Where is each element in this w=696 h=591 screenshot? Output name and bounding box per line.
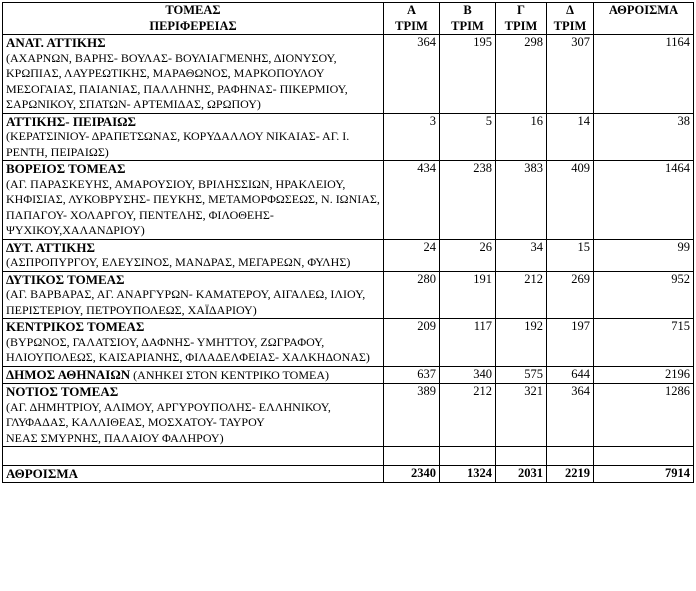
row-total-value: 38 [594, 113, 694, 161]
q2-value: 238 [440, 161, 496, 240]
region-areas: (ΚΕΡΑΤΣΙΝΙΟΥ- ΔΡΑΠΕΤΣΩΝΑΣ, ΚΟΡΥΔΑΛΛΟΥ ΝΙΚΑΙΑΣ- ΑΓ. Ι. ΡΕΝΤΗ, ΠΕΙΡΑΙΩΣ) [6, 129, 350, 159]
q3-value: 34 [496, 239, 547, 271]
q3-value: 212 [496, 271, 547, 319]
empty-row [3, 447, 694, 466]
q1-value: 24 [384, 239, 440, 271]
q2-value: 212 [440, 384, 496, 447]
region-name: ΒΟΡΕΙΟΣ ΤΟΜΕΑΣ [6, 161, 126, 176]
region-name: ΔΥΤΙΚΟΣ ΤΟΜΕΑΣ [6, 271, 125, 287]
region-areas: (ΑΣΠΡΟΠΥΡΓΟΥ, ΕΛΕΥΣΙΝΟΣ, ΜΑΝΔΡΑΣ, ΜΕΓΑΡΕΩΝ, ΦΥΛΗΣ) [6, 255, 351, 269]
empty-cell [547, 447, 594, 466]
q1-total: 2340 [384, 466, 440, 483]
empty-cell [440, 447, 496, 466]
header-q2 [440, 3, 496, 35]
totals-label: ΑΘΡΟΙΣΜΑ [3, 466, 384, 483]
q3-total: 2031 [496, 466, 547, 483]
region-areas: (ΑΧΑΡΝΩΝ, ΒΑΡΗΣ- ΒΟΥΛΑΣ- ΒΟΥΛΙΑΓΜΕΝΗΣ, ΔΙΟΝΥΣΟΥ, ΚΡΩΠΙΑΣ, ΛΑΥΡΕΩΤΙΚΗΣ, ΜΑΡΑΘΩΝΟΣ, ΜΑΡΚΟΠΟΥΛΟΥ ΜΕΣΟΓΑΙΑΣ, ΠΑΙΑΝΙΑΣ, ΠΑΛΛΗΝΗΣ, ΡΑΦΗΝΑΣ- ΠΙΚΕΡΜΙΟΥ, ΣΑΡΩΝΙΚΟΥ, ΣΠΑΤΩΝ- ΑΡΤΕΜΙΔΑΣ, ΩΡΩΠΟΥ) [6, 50, 348, 111]
regional-quarterly-table [2, 2, 694, 483]
empty-cell [3, 447, 384, 466]
header-q3-line1: Γ [517, 3, 525, 17]
q4-value: 409 [547, 161, 594, 240]
table-row [3, 113, 694, 161]
q1-value: 280 [384, 271, 440, 319]
region-name: ΝΟΤΙΟΣ ΤΟΜΕΑΣ [6, 384, 119, 399]
region-name: ΚΕΝΤΡΙΚΟΣ ΤΟΜΕΑΣ [6, 319, 145, 334]
q1-value: 209 [384, 319, 440, 367]
header-sector-line1: ΤΟΜΕΑΣ [165, 3, 221, 17]
row-total-value: 1286 [594, 384, 694, 447]
q3-value: 298 [496, 35, 547, 114]
row-total-value: 2196 [594, 366, 694, 384]
region-note: (ΑΝΗΚΕΙ ΣΤΟΝ ΚΕΝΤΡΙΚΟ ΤΟΜΕΑ) [130, 367, 329, 382]
region-cell [3, 161, 384, 240]
empty-cell [384, 447, 440, 466]
q4-value: 15 [547, 239, 594, 271]
header-total-label: ΑΘΡΟΙΣΜΑ [608, 3, 679, 17]
table-row [3, 161, 694, 240]
q2-total: 1324 [440, 466, 496, 483]
q3-value: 321 [496, 384, 547, 447]
header-q4-line2: ΤΡΙΜ [553, 18, 587, 33]
empty-cell [496, 447, 547, 466]
table-row-athens [3, 366, 694, 384]
header-q4 [547, 3, 594, 35]
header-q2-line2: ΤΡΙΜ [451, 18, 484, 33]
row-total-value: 1164 [594, 35, 694, 114]
header-q3 [496, 3, 547, 35]
region-cell [3, 113, 384, 161]
q1-value: 3 [384, 113, 440, 161]
region-cell [3, 271, 384, 319]
region-cell [3, 239, 384, 271]
q3-value: 575 [496, 366, 547, 384]
q3-value: 383 [496, 161, 547, 240]
region-areas: (ΑΓ. ΠΑΡΑΣΚΕΥΗΣ, ΑΜΑΡΟΥΣΙΟΥ, ΒΡΙΛΗΣΣΙΩΝ, ΗΡΑΚΛΕΙΟΥ, ΚΗΦΙΣΙΑΣ, ΛΥΚΟΒΡΥΣΗΣ- ΠΕΥΚΗΣ, ΜΕΤΑΜΟΡΦΩΣΕΩΣ, Ν. ΙΩΝΙΑΣ, ΠΑΠΑΓΟΥ- ΧΟΛΑΡΓΟΥ, ΠΕΝΤΕΛΗΣ, ΦΙΛΟΘΕΗΣ- ΨΥΧΙΚΟΥ,ΧΑΛΑΝΔΡΙΟΥ) [6, 176, 380, 237]
region-areas-line1: (ΑΓ. ΔΗΜΗΤΡΙΟΥ, ΑΛΙΜΟΥ, ΑΡΓΥΡΟΥΠΟΛΗΣ- ΕΛΛΗΝΙΚΟΥ, ΓΛΥΦΑΔΑΣ, ΚΑΛΛΙΘΕΑΣ, ΜΟΣΧΑΤΟΥ- ΤΑΥΡΟΥ [6, 399, 331, 429]
table-row [3, 271, 694, 319]
region-name: ΔΥΤ. ΑΤΤΙΚΗΣ [6, 239, 96, 255]
header-q2-line1: Β [463, 3, 472, 17]
header-q4-line1: Δ [566, 3, 574, 17]
row-total-value: 715 [594, 319, 694, 367]
region-cell [3, 35, 384, 114]
q1-value: 364 [384, 35, 440, 114]
totals-row [3, 466, 694, 483]
q1-value: 637 [384, 366, 440, 384]
header-sector-line2: ΠΕΡΙΦΕΡΕΙΑΣ [149, 18, 237, 33]
q4-value: 197 [547, 319, 594, 367]
header-total [594, 3, 694, 35]
q2-value: 5 [440, 113, 496, 161]
q4-value: 644 [547, 366, 594, 384]
region-name: ΑΤΤΙΚΗΣ- ΠΕΙΡΑΙΩΣ [6, 113, 137, 129]
empty-cell [594, 447, 694, 466]
table-row [3, 319, 694, 367]
header-sector [3, 3, 384, 35]
q1-value: 434 [384, 161, 440, 240]
q4-total: 2219 [547, 466, 594, 483]
table-row [3, 239, 694, 271]
q2-value: 195 [440, 35, 496, 114]
table-row [3, 384, 694, 447]
q1-value: 389 [384, 384, 440, 447]
q4-value: 307 [547, 35, 594, 114]
q2-value: 26 [440, 239, 496, 271]
q2-value: 117 [440, 319, 496, 367]
region-name: ΑΝΑΤ. ΑΤΤΙΚΗΣ [6, 35, 106, 50]
header-q1 [384, 3, 440, 35]
q3-value: 192 [496, 319, 547, 367]
table-row [3, 35, 694, 114]
row-total-value: 952 [594, 271, 694, 319]
q4-value: 14 [547, 113, 594, 161]
region-name: ΔΗΜΟΣ ΑΘΗΝΑΙΩΝ [6, 366, 131, 382]
region-cell [3, 366, 384, 384]
header-q3-line2: ΤΡΙΜ [504, 18, 538, 33]
q3-value: 16 [496, 113, 547, 161]
table-header-row [3, 3, 694, 35]
region-cell [3, 319, 384, 367]
row-total-value: 99 [594, 239, 694, 271]
q2-value: 340 [440, 366, 496, 384]
q2-value: 191 [440, 271, 496, 319]
region-areas: (ΑΓ. ΒΑΡΒΑΡΑΣ, ΑΓ. ΑΝΑΡΓΥΡΩΝ- ΚΑΜΑΤΕΡΟΥ, ΑΙΓΑΛΕΩ, ΙΛΙΟΥ, ΠΕΡΙΣΤΕΡΙΟΥ, ΠΕΤΡΟΥΠΟΛΕΩΣ, ΧΑΪΔΑΡΙΟΥ) [6, 287, 366, 317]
q4-value: 364 [547, 384, 594, 447]
grand-total: 7914 [594, 466, 694, 483]
header-q1-line1: Α [406, 3, 417, 17]
region-areas-line2: ΝΕΑΣ ΣΜΥΡΝΗΣ, ΠΑΛΑΙΟΥ ΦΑΛΗΡΟΥ) [6, 430, 224, 445]
header-q1-line2: ΤΡΙΜ [395, 18, 428, 33]
region-areas: (ΒΥΡΩΝΟΣ, ΓΑΛΑΤΣΙΟΥ, ΔΑΦΝΗΣ- ΥΜΗΤΤΟΥ, ΖΩΓΡΑΦΟΥ, ΗΛΙΟΥΠΟΛΕΩΣ, ΚΑΙΣΑΡΙΑΝΗΣ, ΦΙΛΑΔΕΛΦΕΙΑΣ- ΧΑΛΚΗΔΟΝΑΣ) [6, 334, 370, 364]
q4-value: 269 [547, 271, 594, 319]
row-total-value: 1464 [594, 161, 694, 240]
region-cell [3, 384, 384, 447]
